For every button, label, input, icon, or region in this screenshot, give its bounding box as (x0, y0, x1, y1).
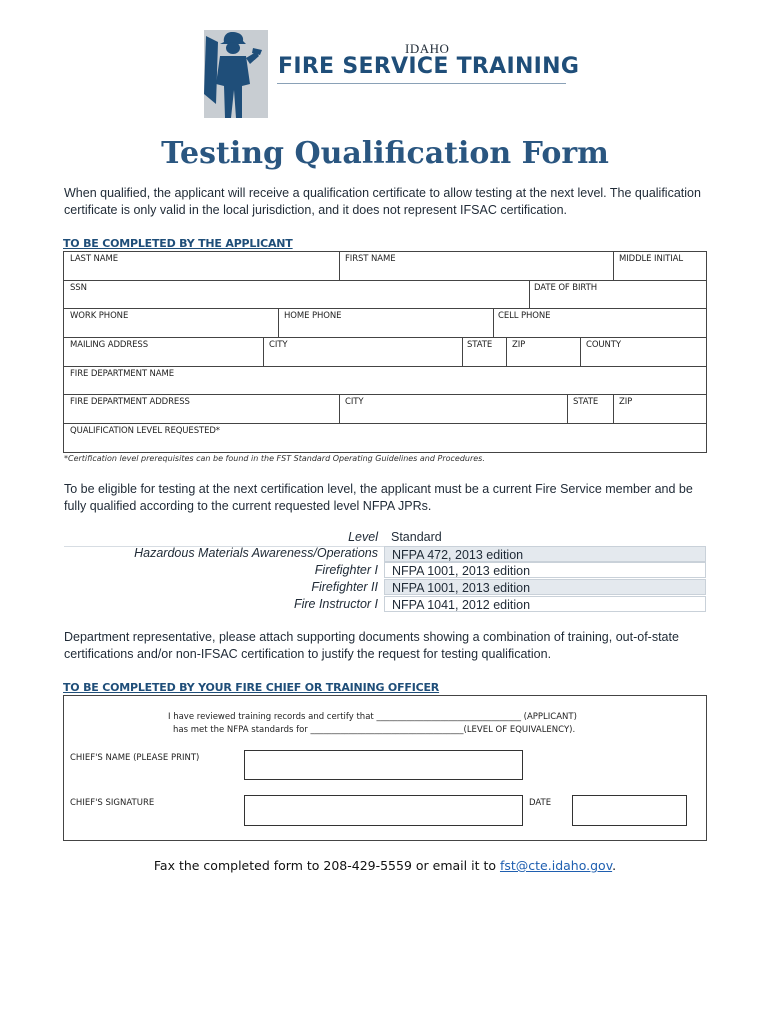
level-row-label: Firefighter II (311, 580, 378, 594)
home-phone-label: HOME PHONE (284, 311, 342, 321)
fax-instruction (0, 858, 770, 873)
cell-phone-label: CELL PHONE (498, 311, 551, 321)
applicant-section-heading: TO BE COMPLETED BY THE APPLICANT (63, 237, 293, 250)
city-label: CITY (269, 340, 288, 350)
certify-line-1-prefix: I have reviewed training records and certify that (168, 712, 374, 722)
fire-department-address-label: FIRE DEPARTMENT ADDRESS (70, 397, 190, 407)
first-name-label: FIRST NAME (345, 254, 396, 264)
qualification-level-label: QUALIFICATION LEVEL REQUESTED* (70, 426, 220, 436)
fire-department-name-label: FIRE DEPARTMENT NAME (70, 369, 175, 379)
chief-name-input[interactable] (244, 750, 523, 780)
fax-end: . (612, 858, 617, 873)
chief-signature-input[interactable] (244, 795, 523, 826)
ssn-label: SSN (70, 283, 87, 293)
logo-title: FIRE SERVICE TRAINING (278, 54, 580, 79)
fax-text: Fax the completed form to 208-429-5559 or email it to (153, 858, 500, 873)
fd-city-label: CITY (345, 397, 364, 407)
standard-row-value: NFPA 1041, 2012 edition (384, 596, 706, 612)
logo-state-text: IDAHO (405, 41, 450, 56)
date-input[interactable] (572, 795, 687, 826)
intro-paragraph: When qualified, the applicant will receive a qualification certificate to allow testing at the next level. The qualification certificate is only valid in the local jurisdiction, and it does not represent IFSAC certification. (64, 186, 701, 217)
level-column-header: Level (348, 530, 378, 544)
fd-zip-label: ZIP (619, 397, 633, 407)
eligibility-paragraph: To be eligible for testing at the next certification level, the applicant must be a current Fire Service member and be fully qualified according to the current requested level NFPA JPRs. (64, 482, 693, 513)
level-row-label: Fire Instructor I (293, 597, 378, 611)
date-label: DATE (529, 798, 552, 808)
chief-signature-label: CHIEF'S SIGNATURE (70, 798, 155, 808)
standard-column-header: Standard (391, 530, 442, 544)
department-note-paragraph: Department representative, please attach supporting documents showing a combination of training, out-of-state certifications and/or non-IFSAC certification to justify the request for testing qualification. (64, 630, 679, 661)
chief-name-label: CHIEF'S NAME (PLEASE PRINT) (70, 753, 200, 763)
zip-label: ZIP (512, 340, 526, 350)
standard-row-value: NFPA 1001, 2013 edition (384, 562, 706, 578)
certify-line-1-suffix: (APPLICANT) (523, 712, 577, 722)
date-of-birth-label: DATE OF BIRTH (534, 283, 598, 293)
certify-line-1 (168, 712, 577, 722)
page-title: Testing Qualification Form (161, 136, 609, 171)
level-row-label: Firefighter I (314, 563, 378, 577)
county-label: COUNTY (586, 340, 621, 350)
applicant-blank: __________________________________ (376, 712, 521, 722)
mailing-address-label: MAILING ADDRESS (70, 340, 149, 350)
last-name-label: LAST NAME (70, 254, 119, 264)
state-label: STATE (467, 340, 493, 350)
prerequisites-note: *Certification level prerequisites can be found in the FST Standard Operating Guidelines and Procedures. (64, 454, 485, 463)
email-link[interactable]: fst@cte.idaho.gov (499, 858, 613, 873)
chief-section-heading: TO BE COMPLETED BY YOUR FIRE CHIEF OR TRAINING OFFICER (63, 681, 440, 694)
standard-row-value: NFPA 472, 2013 edition (384, 546, 706, 562)
fd-state-label: STATE (573, 397, 599, 407)
middle-initial-label: MIDDLE INITIAL (619, 254, 683, 264)
level-row-label: Hazardous Materials Awareness/Operations (134, 546, 378, 560)
work-phone-label: WORK PHONE (70, 311, 129, 321)
level-blank: ____________________________________ (310, 725, 464, 735)
certify-line-2-prefix: has met the NFPA standards for (173, 725, 308, 735)
certify-line-2-suffix: (LEVEL OF EQUIVALENCY). (463, 725, 576, 735)
certify-line-2 (173, 725, 575, 735)
standard-row-value: NFPA 1001, 2013 edition (384, 579, 706, 595)
applicant-grid (0, 0, 770, 470)
